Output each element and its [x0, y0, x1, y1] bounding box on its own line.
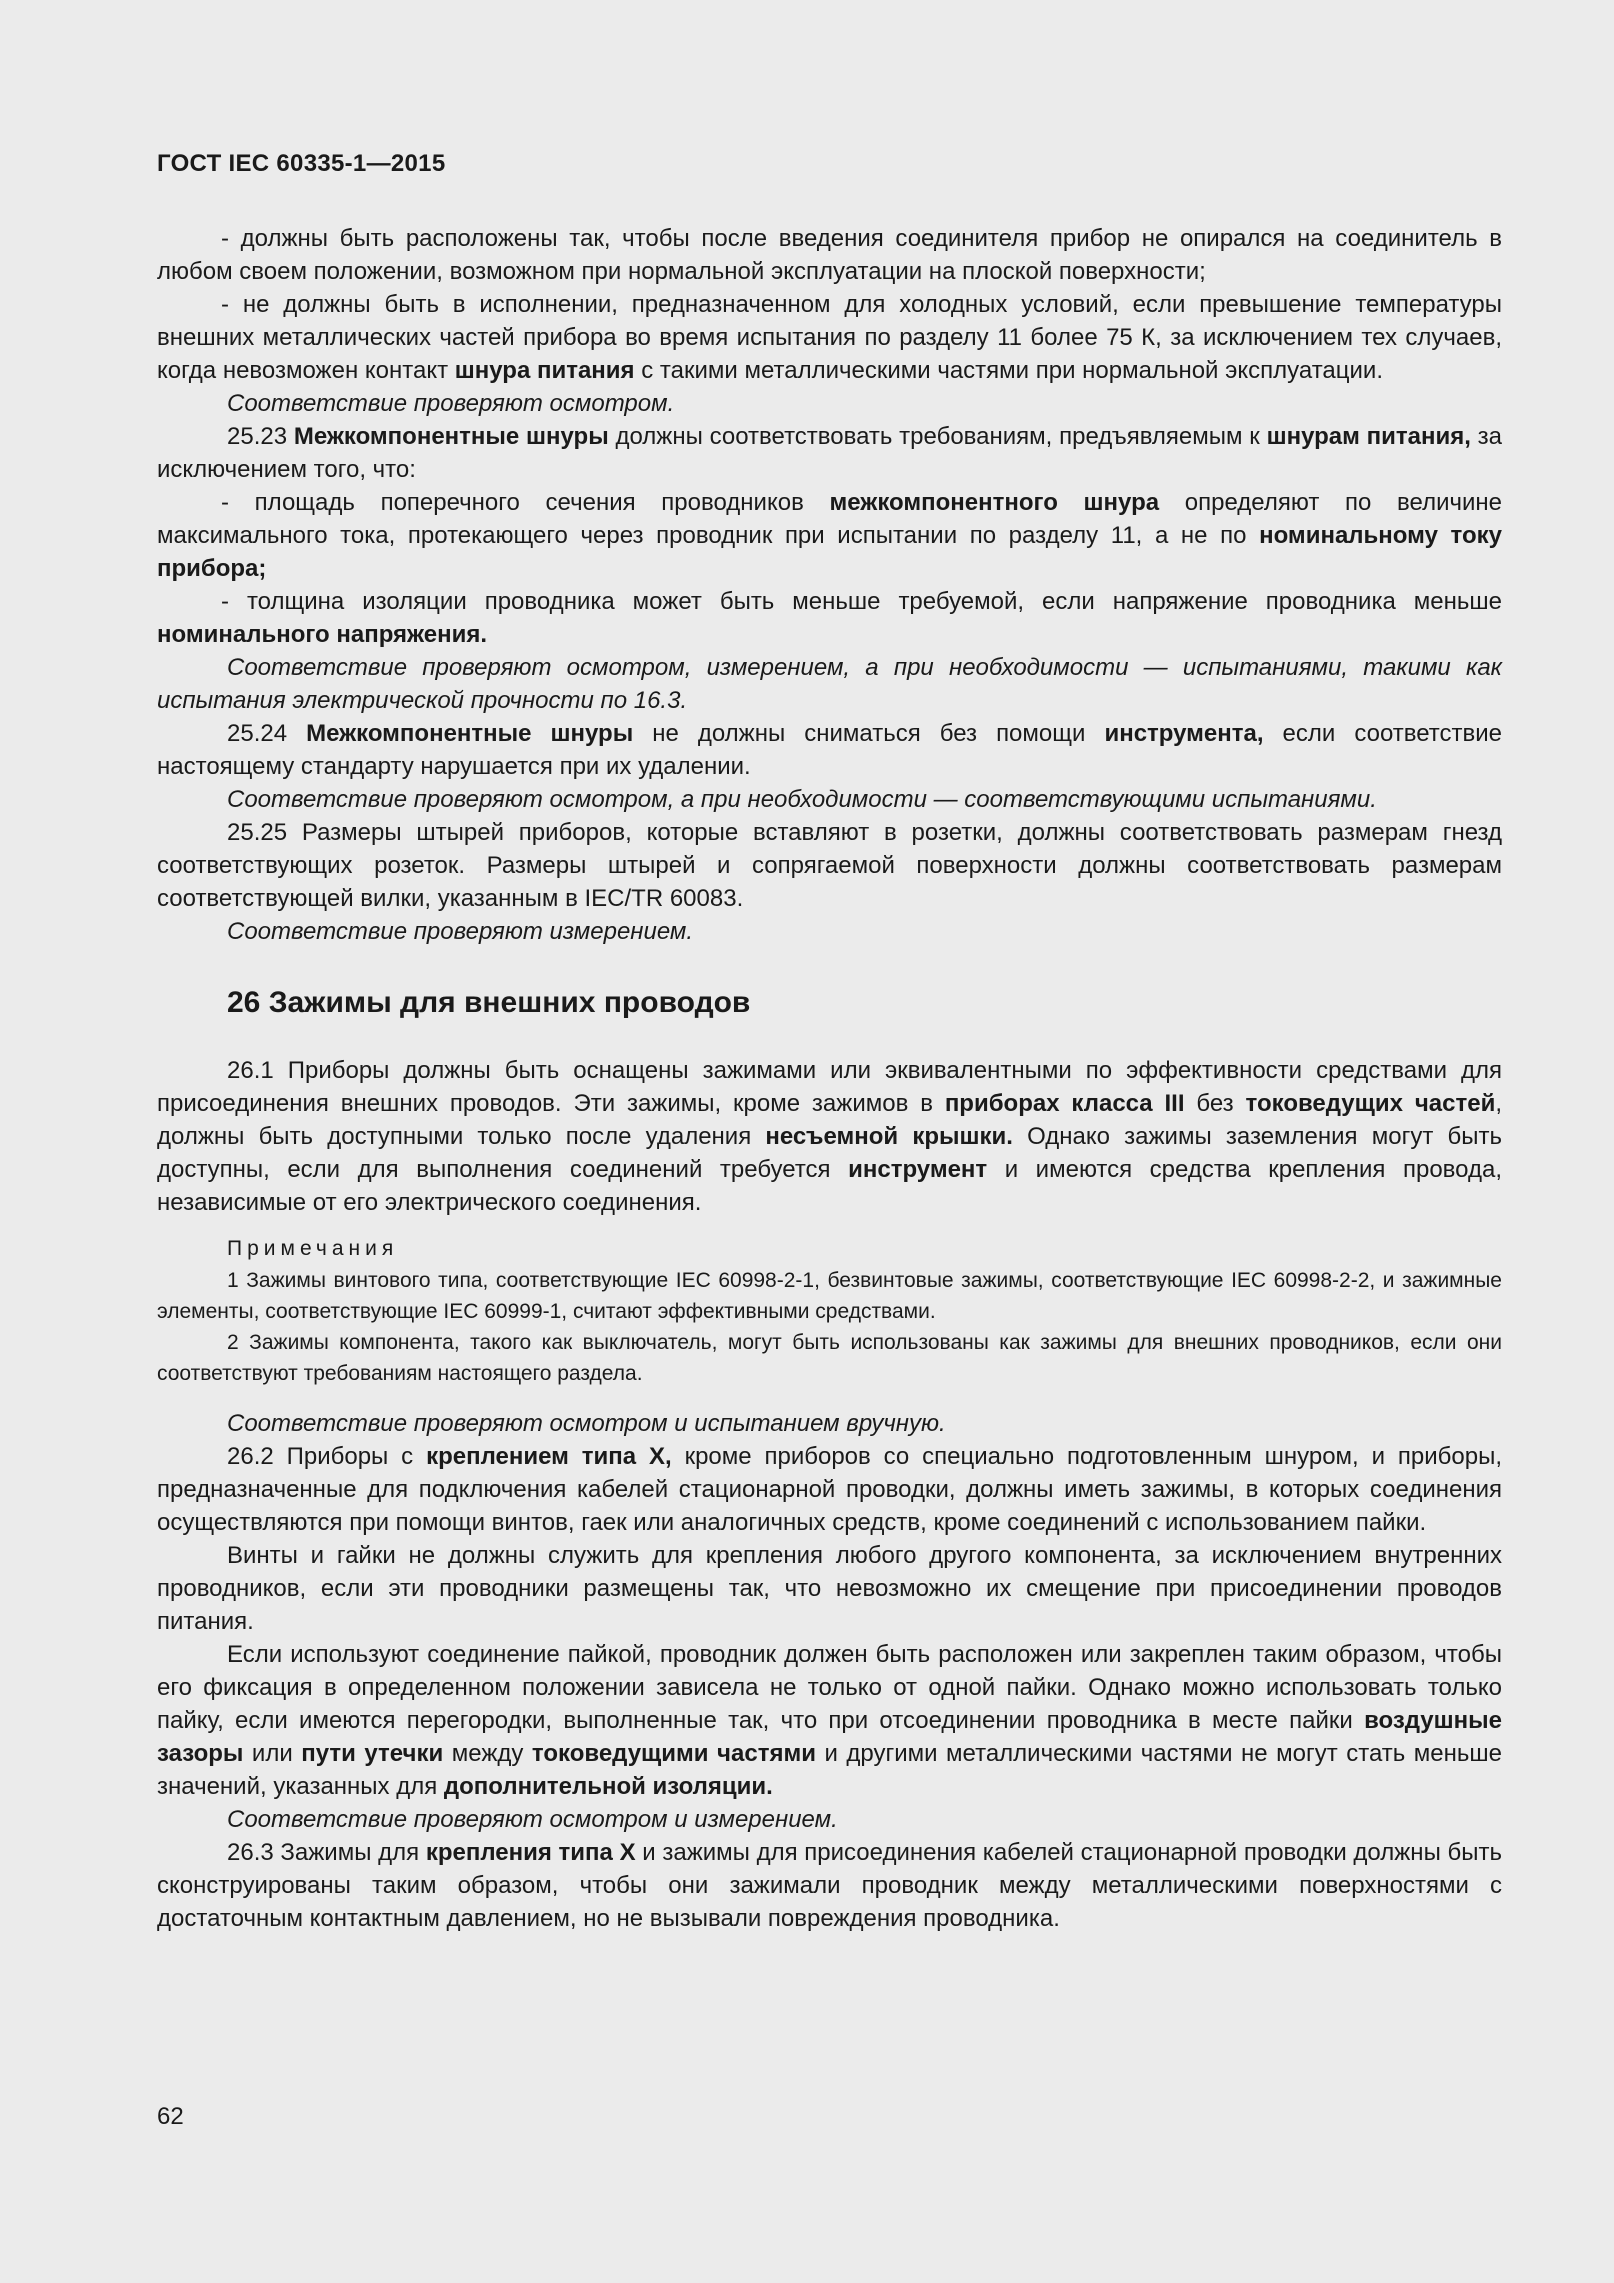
list-item-connector-position: - должны быть расположены так, чтобы после введения соединителя прибор не опирался на соединитель в любом своем положении, возможном при нормальной эксплуатации на плоской поверхности; [157, 225, 1502, 285]
list-item-cold-conditions: - не должны быть в исполнении, предназначенном для холодных условий, если превышение температуры внешних металлических частей прибора во время испытания по разделу 11 более 75 К, за исключением тех случаев, когда невозможен контакт шнура питания с такими металлическими частями при нормальной эксплуатации. [157, 291, 1502, 384]
compliance-note: Соответствие проверяют осмотром и измерением. [227, 1806, 838, 1833]
compliance-note: Соответствие проверяют осмотром. [227, 390, 675, 417]
clause-25-24: 25.24 Межкомпонентные шнуры не должны сниматься без помощи инструмента, если соответствие настоящему стандарту нарушается при их удалении. [157, 720, 1503, 780]
section-title-26: 26 Зажимы для внешних проводов [227, 986, 751, 1019]
compliance-note: Соответствие проверяют осмотром, измерением, а при необходимости — испытаниями, такими как испытания электрической прочности по 16.3. [157, 654, 1502, 714]
clause-25-25: 25.25 Размеры штырей приборов, которые вставляют в розетки, должны соответствовать размерам гнезд соответствующих розеток. Размеры штырей и сопрягаемой поверхности должны соответствовать размерам соответствующей вилки, указанным в IEC/TR 60083. [157, 819, 1502, 912]
notes-heading: Примечания [227, 1237, 399, 1260]
document-page [157, 150, 1502, 1935]
paragraph-soldering: Если используют соединение пайкой, проводник должен быть расположен или закреплен таким образом, чтобы его фиксация в определенном положении зависела не только от одной пайки. Однако можно использовать только пайку, если имеются перегородки, выполненные так, что при отсоединении проводника в месте пайки воздушные зазоры или пути утечки между токоведущими частями и другими металлическими частями не могут стать меньше значений, указанных для дополнительной изоляции. [157, 1641, 1502, 1800]
clause-25-23: 25.23 Межкомпонентные шнуры должны соответствовать требованиям, предъявляемым к шнурам питания, за исключением того, что: [157, 423, 1503, 483]
page-number: 62 [157, 2103, 184, 2130]
list-item-insulation: - толщина изоляции проводника может быть меньше требуемой, если напряжение проводника меньше номинального напряжения. [157, 588, 1502, 648]
clause-26-3: 26.3 Зажимы для крепления типа X и зажимы для присоединения кабелей стационарной проводки должны быть сконструированы таким образом, чтобы они зажимали проводник между металлическими поверхностями с достаточным контактным давлением, но не вызывали повреждения проводника. [157, 1839, 1502, 1932]
note-2: 2 Зажимы компонента, такого как выключатель, могут быть использованы как зажимы для внешних проводников, если они соответствуют требованиям настоящего раздела. [157, 1331, 1502, 1385]
clause-26-2: 26.2 Приборы с креплением типа X, кроме приборов со специально подготовленным шнуром, и приборы, предназначенные для подключения кабелей стационарной проводки, должны иметь зажимы, в которых соединения осуществляются при помощи винтов, гаек или аналогичных средств, кроме соединений с использованием пайки. [157, 1443, 1502, 1536]
compliance-note: Соответствие проверяют измерением. [227, 918, 694, 945]
paragraph-screws-nuts: Винты и гайки не должны служить для крепления любого другого компонента, за исключением внутренних проводников, если эти проводники размещены так, что невозможно их смещение при присоединении проводов питания. [157, 1542, 1502, 1635]
note-1: 1 Зажимы винтового типа, соответствующие IEC 60998-2-1, безвинтовые зажимы, соответствующие IEC 60998-2-2, и зажимные элементы, соответствующие IEC 60999-1, считают эффективными средствами. [157, 1269, 1502, 1323]
document-header: ГОСТ IEC 60335-1—2015 [157, 150, 446, 177]
clause-26-1: 26.1 Приборы должны быть оснащены зажимами или эквивалентными по эффективности средствами для присоединения внешних проводов. Эти зажимы, кроме зажимов в приборах класса III без токоведущих частей, должны быть доступными только после удаления несъемной крышки. Однако зажимы заземления могут быть доступны, если для выполнения соединений требуется инструмент и имеются средства крепления провода, независимые от его электрического соединения. [157, 1057, 1503, 1216]
compliance-note: Соответствие проверяют осмотром, а при необходимости — соответствующими испытаниями. [227, 786, 1377, 813]
list-item-cross-section: - площадь поперечного сечения проводников межкомпонентного шнура определяют по величине максимального тока, протекающего через проводник при испытании по разделу 11, а не по номинальному току прибора; [157, 489, 1502, 582]
compliance-note: Соответствие проверяют осмотром и испытанием вручную. [227, 1410, 946, 1437]
